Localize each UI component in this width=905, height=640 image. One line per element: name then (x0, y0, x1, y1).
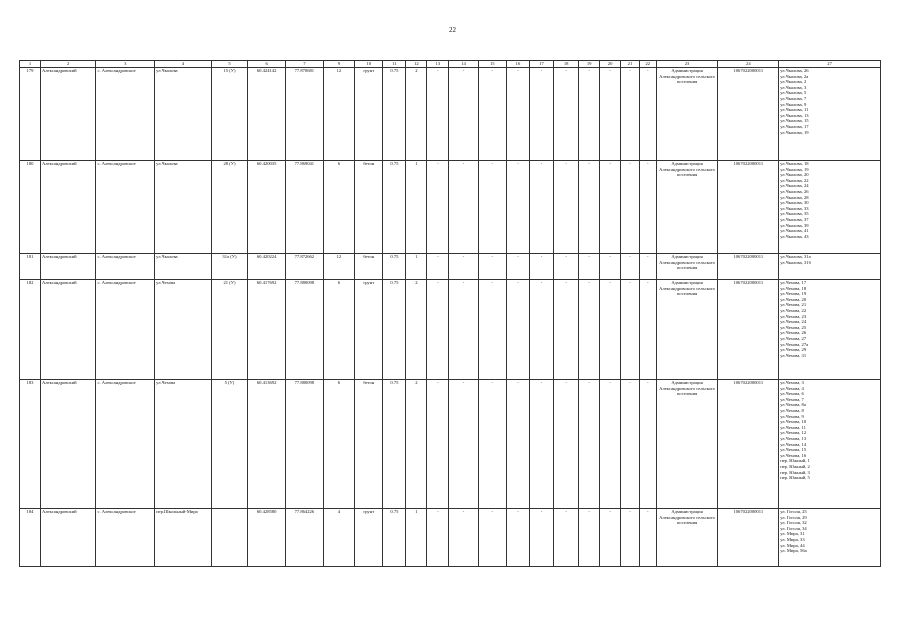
latitude-cell: 60.417692 (248, 280, 286, 380)
longitude-cell: 77.880098 (286, 280, 324, 380)
served-address: ул.Чкалова, 7 (780, 95, 807, 101)
cell-17: - (529, 68, 553, 161)
served-address: ул.Чкалова, 30 (780, 200, 809, 206)
volume-cell: 0.75 (383, 509, 406, 567)
served-address: ул.Чкалова, 31а (780, 254, 811, 259)
cell-18: - (554, 254, 579, 280)
owner-cell: Администрация Александровского сельского поселения (656, 280, 718, 380)
cell-20: - (600, 68, 621, 161)
cell-14: - (449, 161, 478, 254)
cell-20: - (600, 380, 621, 509)
column-header: 11 (383, 61, 406, 68)
cell-22: - (639, 161, 656, 254)
volume-cell: 0.75 (383, 68, 406, 161)
longitude-cell: 77.880098 (286, 380, 324, 509)
cell-17: - (529, 280, 553, 380)
served-address: ул.Чехова, 19 (780, 291, 807, 297)
served-address: ул.Чехова, 16 (780, 452, 807, 458)
served-address: ул.Чехова, 11 (780, 424, 806, 430)
cell-18: - (554, 161, 579, 254)
served-address: ул.Чкалова, 24 (780, 183, 809, 189)
street-cell: ул.Чкалова (155, 161, 212, 254)
volume-cell: 0.75 (383, 280, 406, 380)
column-header: 9 (323, 61, 354, 68)
latitude-cell: 60.424142 (248, 68, 286, 161)
cell-15: - (478, 254, 506, 280)
served-address: ул.Чкалова, 19 (780, 129, 809, 135)
table-row (20, 68, 881, 161)
column-header: 15 (478, 61, 506, 68)
served-address: ул.Чехова, 8 (780, 407, 804, 413)
served-address: ул.Чехова, 10 (780, 419, 807, 425)
volume-cell: 0.75 (383, 161, 406, 254)
served-address: ул.Чкалова, 33 (780, 205, 809, 211)
served-address: ул.Чкалова, 20 (780, 172, 809, 178)
served-address: ул.Чехова, 26 (780, 330, 807, 336)
column-header: 3 (96, 61, 155, 68)
served-address: ул.Чехова, 14 (780, 441, 807, 447)
cell-13: - (427, 280, 449, 380)
record-number: 182 (20, 280, 41, 380)
served-addresses-cell (779, 380, 881, 509)
served-address: ул. Гоголя, 32 (780, 520, 807, 526)
cell-16: - (506, 254, 529, 280)
served-address: пер. Южный, 1 (780, 458, 810, 464)
container-count-cell: 1 (406, 254, 427, 280)
cell-16: - (506, 161, 529, 254)
cell-20: - (600, 161, 621, 254)
district-cell: Александровский (40, 161, 96, 254)
surface-cell: бетон (355, 161, 383, 254)
served-address: ул.Чкалова, 2 (780, 79, 807, 85)
record-number: 180 (20, 161, 41, 254)
area-cell: 4 (323, 509, 354, 567)
cell-21: - (621, 280, 640, 380)
cell-13: - (427, 380, 449, 509)
served-address: ул.Чехова, 23 (780, 313, 807, 319)
column-header: 27 (779, 61, 881, 68)
served-address: ул.Чехова, 31 (780, 352, 807, 358)
served-addresses-cell (779, 68, 881, 161)
container-count-cell: 2 (406, 68, 427, 161)
column-header: 4 (155, 61, 212, 68)
area-cell: 6 (323, 161, 354, 254)
served-addresses-cell (779, 280, 881, 380)
served-address: ул.Чкалова, 3 (780, 84, 807, 90)
cell-17: - (529, 380, 553, 509)
village-cell: с. Александровское (96, 254, 155, 280)
longitude-cell: 77.872662 (286, 254, 324, 280)
cell-13: - (427, 509, 449, 567)
served-address: ул.Чехова, 7 (780, 396, 804, 402)
served-address: ул.Чкалова, 28 (780, 194, 809, 200)
served-address: ул.Чкалова, 18 (780, 161, 809, 166)
cell-17: - (529, 254, 553, 280)
served-address: ул. Мира, 56а (780, 548, 807, 554)
village-cell: с. Александровское (96, 509, 155, 567)
latitude-cell: 60.413692 (248, 380, 286, 509)
column-header: 12 (406, 61, 427, 68)
cell-18: - (554, 509, 579, 567)
served-address: ул. Гоголя, 34 (780, 525, 807, 531)
served-address: ул.Чехова, 9 (780, 413, 804, 419)
served-address: ул.Чехова, 25 (780, 324, 807, 330)
cell-22: - (639, 254, 656, 280)
owner-cell: Администрация Александровского сельского поселения (656, 254, 718, 280)
served-address: ул.Чкалова, 2а (780, 73, 809, 79)
cell-18: - (554, 68, 579, 161)
table-row (20, 380, 881, 509)
longitude-cell: 77.864226 (286, 509, 324, 567)
table-body (20, 68, 881, 567)
served-address: ул.Чехова, 20 (780, 296, 807, 302)
area-cell: 6 (323, 280, 354, 380)
cell-16: - (506, 380, 529, 509)
waste-site-registry-table (19, 60, 881, 567)
cell-22: - (639, 68, 656, 161)
served-address: пер. Южный, 3 (780, 469, 810, 475)
served-address: ул.Чехова, 15 (780, 447, 807, 453)
served-address: ул.Чехова, 18 (780, 285, 807, 291)
cell-21: - (621, 509, 640, 567)
record-number: 183 (20, 380, 41, 509)
cell-17: - (529, 509, 553, 567)
served-addresses-cell (779, 161, 881, 254)
cell-22: - (639, 509, 656, 567)
ogrn-cell: 1067022000011 (718, 161, 779, 254)
cell-19: - (579, 68, 600, 161)
served-address: ул.Чехова, 13 (780, 435, 807, 441)
served-address: ул.Чкалова, 15 (780, 118, 809, 124)
cell-22: - (639, 280, 656, 380)
surface-cell: грунт (355, 68, 383, 161)
surface-cell: грунт (355, 509, 383, 567)
served-address: пер. Южный, 2 (780, 463, 810, 469)
column-header: 2 (40, 61, 96, 68)
street-cell: пер.Школьный-Мира (155, 509, 212, 567)
house-cell: 5 (У) (211, 380, 248, 509)
cell-19: - (579, 509, 600, 567)
served-address: ул. Мира, 44 (780, 542, 805, 548)
street-cell: ул.Чкалова (155, 254, 212, 280)
served-address: ул. Мира, 31 (780, 531, 805, 537)
cell-19: - (579, 280, 600, 380)
owner-cell: Администрация Александровского сельского поселения (656, 161, 718, 254)
served-address: ул.Чехова, 4 (780, 385, 804, 391)
cell-14: - (449, 509, 478, 567)
ogrn-cell: 1067022000011 (718, 509, 779, 567)
served-address: пер. Южный, 5 (780, 475, 810, 481)
table-row (20, 161, 881, 254)
column-header: 24 (718, 61, 779, 68)
served-address: ул.Чехова, 27а (780, 341, 809, 347)
cell-18: - (554, 280, 579, 380)
served-address: ул. Гоголя, 25 (780, 509, 807, 514)
served-address: ул. Мира, 33 (780, 536, 805, 542)
cell-14: - (449, 68, 478, 161)
village-cell: с. Александровское (96, 68, 155, 161)
cell-16: - (506, 68, 529, 161)
village-cell: с. Александровское (96, 280, 155, 380)
cell-22: - (639, 380, 656, 509)
area-cell: 12 (323, 68, 354, 161)
column-header: 20 (600, 61, 621, 68)
column-header: 1 (20, 61, 41, 68)
served-address: ул. Гоголя, 29 (780, 514, 807, 520)
cell-14: - (449, 254, 478, 280)
ogrn-cell: 1067022000011 (718, 280, 779, 380)
container-count-cell: 2 (406, 280, 427, 380)
served-address: ул.Чкалова, 11 (780, 107, 809, 113)
owner-cell: Администрация Александровского сельского поселения (656, 68, 718, 161)
district-cell: Александровский (40, 280, 96, 380)
container-count-cell: 1 (406, 509, 427, 567)
served-address: ул.Чкалова, 9 (780, 101, 807, 107)
served-address: ул.Чкалова, 13 (780, 112, 809, 118)
latitude-cell: 60.420224 (248, 254, 286, 280)
cell-19: - (579, 380, 600, 509)
village-cell: с. Александровское (96, 380, 155, 509)
surface-cell: бетон (355, 254, 383, 280)
cell-20: - (600, 280, 621, 380)
served-address: ул.Чехова, 3 (780, 380, 804, 385)
served-addresses-cell (779, 254, 881, 280)
house-cell (211, 509, 248, 567)
cell-18: - (554, 380, 579, 509)
table-row (20, 280, 881, 380)
container-count-cell: 1 (406, 161, 427, 254)
cell-16: - (506, 280, 529, 380)
street-cell: ул.Чкалова (155, 68, 212, 161)
record-number: 181 (20, 254, 41, 280)
column-number-row (20, 61, 881, 68)
cell-19: - (579, 161, 600, 254)
latitude-cell: 60.420035 (248, 161, 286, 254)
served-address: ул.Чкалова, 31б (780, 259, 811, 265)
longitude-cell: 77.869041 (286, 161, 324, 254)
district-cell: Александровский (40, 68, 96, 161)
volume-cell: 0.75 (383, 254, 406, 280)
village-cell: с. Александровское (96, 161, 155, 254)
ogrn-cell: 1067022000011 (718, 68, 779, 161)
column-header: 18 (554, 61, 579, 68)
street-cell: ул.Чехова (155, 280, 212, 380)
served-address: ул.Чехова, 17 (780, 280, 807, 285)
cell-21: - (621, 254, 640, 280)
ogrn-cell: 1067022000011 (718, 380, 779, 509)
cell-21: - (621, 380, 640, 509)
served-address: ул.Чехова, 29 (780, 347, 807, 353)
cell-14: - (449, 380, 478, 509)
house-cell: 21 (У) (211, 280, 248, 380)
column-header: 5 (211, 61, 248, 68)
served-address: ул.Чкалова, 5 (780, 90, 807, 96)
record-number: 179 (20, 68, 41, 161)
owner-cell: Администрация Александровского сельского поселения (656, 380, 718, 509)
longitude-cell: 77.870681 (286, 68, 324, 161)
owner-cell: Администрация Александровского сельского поселения (656, 509, 718, 567)
cell-13: - (427, 254, 449, 280)
cell-13: - (427, 68, 449, 161)
cell-15: - (478, 509, 506, 567)
house-cell: 31а (У) (211, 254, 248, 280)
column-header: 13 (427, 61, 449, 68)
record-number: 184 (20, 509, 41, 567)
district-cell: Александровский (40, 380, 96, 509)
column-header: 7 (286, 61, 324, 68)
served-address: ул.Чехова, 22 (780, 307, 807, 313)
column-header: 6 (248, 61, 286, 68)
latitude-cell: 60.428580 (248, 509, 286, 567)
served-addresses-cell (779, 509, 881, 567)
street-cell: ул.Чехова (155, 380, 212, 509)
column-header: 17 (529, 61, 553, 68)
area-cell: 12 (323, 254, 354, 280)
served-address: ул.Чкалова, 17 (780, 123, 809, 129)
surface-cell: грунт (355, 280, 383, 380)
column-header: 16 (506, 61, 529, 68)
cell-20: - (600, 509, 621, 567)
served-address: ул.Чкалова, 37 (780, 216, 809, 222)
cell-21: - (621, 68, 640, 161)
cell-16: - (506, 509, 529, 567)
column-header: 22 (639, 61, 656, 68)
served-address: ул.Чкалова, 19 (780, 166, 809, 172)
table-row (20, 254, 881, 280)
cell-15: - (478, 280, 506, 380)
cell-13: - (427, 161, 449, 254)
cell-20: - (600, 254, 621, 280)
served-address: ул.Чкалова, 43 (780, 233, 809, 239)
served-address: ул.Чкалова, 26 (780, 188, 809, 194)
cell-15: - (478, 380, 506, 509)
served-address: ул.Чкалова, 35 (780, 211, 809, 217)
served-address: ул.Чкалова, 22 (780, 177, 809, 183)
column-header: 21 (621, 61, 640, 68)
surface-cell: бетон (355, 380, 383, 509)
cell-19: - (579, 254, 600, 280)
cell-17: - (529, 161, 553, 254)
cell-21: - (621, 161, 640, 254)
house-cell: 28 (У) (211, 161, 248, 254)
table-row (20, 509, 881, 567)
district-cell: Александровский (40, 509, 96, 567)
house-cell: 15 (У) (211, 68, 248, 161)
cell-14: - (449, 280, 478, 380)
container-count-cell: 2 (406, 380, 427, 509)
served-address: ул.Чехова, 8а (780, 402, 806, 408)
column-header: 10 (355, 61, 383, 68)
served-address: ул.Чехова, 6 (780, 391, 804, 397)
ogrn-cell: 1067022000011 (718, 254, 779, 280)
served-address: ул.Чехова, 21 (780, 302, 807, 308)
cell-15: - (478, 68, 506, 161)
area-cell: 6 (323, 380, 354, 509)
served-address: ул.Чкалова, 41 (780, 228, 809, 234)
column-header: 19 (579, 61, 600, 68)
column-header: 14 (449, 61, 478, 68)
served-address: ул.Чкалова, 39 (780, 222, 809, 228)
volume-cell: 0.75 (383, 380, 406, 509)
served-address: ул.Чехова, 12 (780, 430, 807, 436)
served-address: ул.Чехова, 24 (780, 319, 807, 325)
column-header: 23 (656, 61, 718, 68)
served-address: ул.Чкалова, 26 (780, 68, 809, 73)
district-cell: Александровский (40, 254, 96, 280)
served-address: ул.Чехова, 27 (780, 335, 807, 341)
page-number: 22 (449, 26, 456, 34)
cell-15: - (478, 161, 506, 254)
